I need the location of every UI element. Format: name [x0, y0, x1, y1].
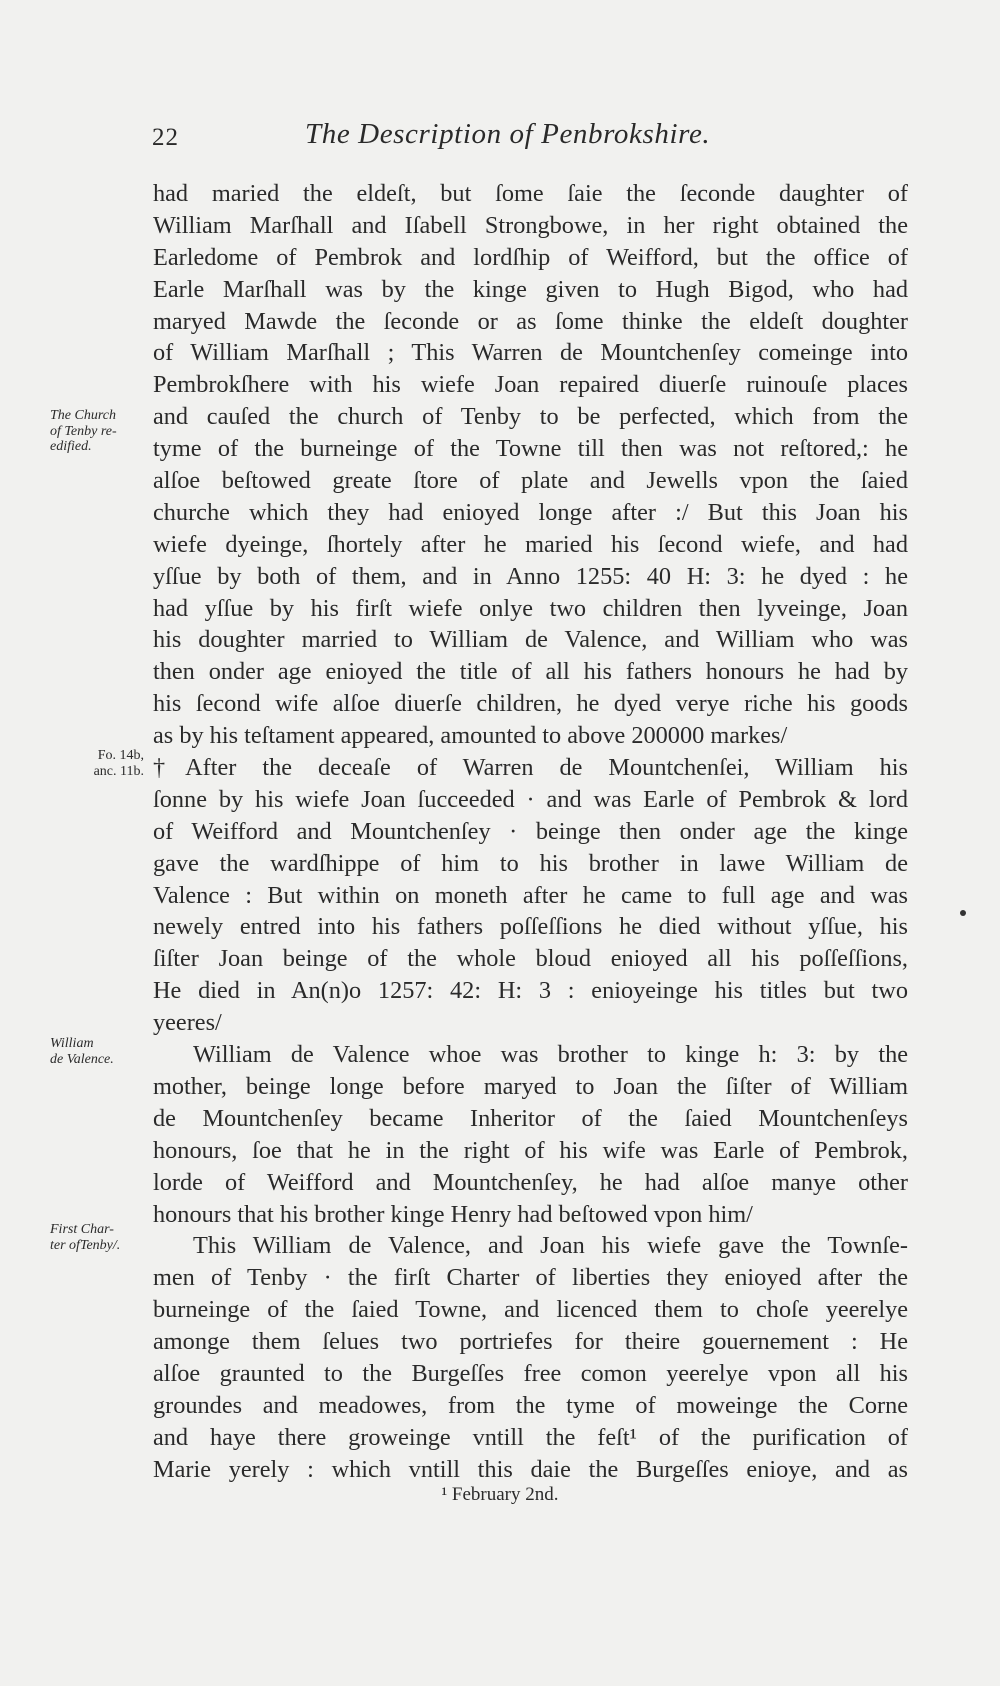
text-line: groundes and meadowes, from the tyme of moweinge the Corne: [153, 1391, 908, 1419]
text-line: alſoe graunted to the Burgeſſes free comon yeerelye vpon all his: [153, 1359, 908, 1387]
text-line: honours that his brother kinge Henry had beſtowed vpon him/: [153, 1200, 753, 1228]
text-line: Valence : But within on moneth after he came to full age and was: [153, 881, 908, 909]
text-line: yſſue by both of them, and in Anno 1255: 40 H: 3: he dyed : he: [153, 562, 908, 590]
text-line: his doughter married to William de Valence, and William who was: [153, 626, 908, 654]
text-line: of William Marſhall ; This Warren de Mountchenſey comeinge into: [153, 339, 908, 367]
text-line: lorde of Weifford and Mountchenſey, he had alſoe manye other: [153, 1168, 908, 1196]
text-line: Marie yerely : which vntill this daie the Burgeſſes enioye, and as: [153, 1455, 908, 1483]
text-line: mother, beinge longe before maryed to Joan the ſiſter of William: [153, 1072, 908, 1100]
text-line: yeeres/: [153, 1009, 222, 1037]
text-line: Earledome of Pembrok and lordſhip of Weifford, but the office of: [153, 243, 908, 271]
ink-dot: [960, 910, 966, 916]
margin-note-folio: Fo. 14b, anc. 11b.: [93, 748, 144, 779]
text-line: wiefe dyeinge, ſhortely after he maried his ſecond wiefe, and had: [153, 530, 908, 558]
margin-note-first-charter: First Char- ter ofTenby/.: [50, 1222, 121, 1253]
text-line: honours, ſoe that he in the right of his wife was Earle of Pembrok,: [153, 1136, 908, 1164]
text-line: men of Tenby · the firſt Charter of liberties they enioyed after the: [153, 1264, 908, 1292]
text-line: his ſecond wife alſoe diuerſe children, he dyed verye riche his goods: [153, 690, 908, 718]
footnote: ¹ February 2nd.: [441, 1484, 559, 1505]
text-line: churche which they had enioyed longe after :/ But this Joan his: [153, 498, 908, 526]
text-line: burneinge of the ſaied Towne, and licenced them to choſe yeerelye: [153, 1296, 908, 1324]
text-line: He died in An(n)o 1257: 42: H: 3 : enioyeinge his titles but two: [153, 977, 908, 1005]
text-line: alſoe beſtowed greate ſtore of plate and Jewells vpon the ſaied: [153, 467, 908, 495]
text-line: ſiſter Joan beinge of the whole bloud enioyed all his poſſeſſions,: [153, 945, 908, 973]
text-line: William Marſhall and Iſabell Strongbowe, in her right obtained the: [153, 211, 908, 239]
text-line: and haye there groweinge vntill the feſt¹ of the purification of: [153, 1423, 908, 1451]
text-line: William de Valence whoe was brother to kinge h: 3: by the: [193, 1041, 908, 1069]
text-line: as by his teſtament appeared, amounted to above 200000 markes/: [153, 722, 788, 750]
margin-note-church-of-tenby: The Church of Tenby re- edified.: [50, 408, 117, 454]
text-line: had maried the eldeſt, but ſome ſaie the ſeconde daughter of: [153, 180, 908, 207]
text-line: gave the wardſhippe of him to his brother in lawe William de: [153, 849, 908, 877]
text-line: †After the deceaſe of Warren de Mountchenſei, William his: [153, 754, 908, 782]
margin-notes: [0, 0, 150, 1686]
text-line: ſonne by his wiefe Joan ſucceeded · and was Earle of Pembrok & lord: [153, 785, 908, 813]
text-line: de Mountchenſey became Inheritor of the ſaied Mountchenſeys: [153, 1104, 908, 1132]
body-text: [153, 178, 908, 1486]
text-line: of Weifford and Mountchenſey · beinge then onder age the kinge: [153, 817, 908, 845]
text-line: Earle Marſhall was by the kinge given to Hugh Bigod, who had: [153, 275, 908, 303]
text-line: amonge them ſelues two portriefes for theire gouernement : He: [153, 1328, 908, 1356]
text-line: Pembrokſhere with his wiefe Joan repaired diuerſe ruinouſe places: [153, 371, 908, 399]
page-number: 22: [152, 124, 179, 151]
margin-note-william-de-valence: William de Valence.: [50, 1036, 114, 1067]
page-header: [150, 118, 910, 160]
running-title: The Description of Penbrokshire.: [305, 118, 711, 150]
text-line: newely entred into his fathers poſſeſſions he died without yſſue, his: [153, 913, 908, 941]
text-line: tyme of the burneinge of the Towne till then was not reſtored,: he: [153, 435, 908, 463]
text-line: had yſſue by his firſt wiefe onlye two children then lyveinge, Joan: [153, 594, 908, 622]
text-line: maryed Mawde the ſeconde or as ſome thinke the eldeſt doughter: [153, 307, 908, 335]
text-line: This William de Valence, and Joan his wiefe gave the Townſe-: [193, 1232, 908, 1260]
text-line: and cauſed the church of Tenby to be perfected, which from the: [153, 403, 908, 431]
text-line: then onder age enioyed the title of all his fathers honours he had by: [153, 658, 908, 686]
